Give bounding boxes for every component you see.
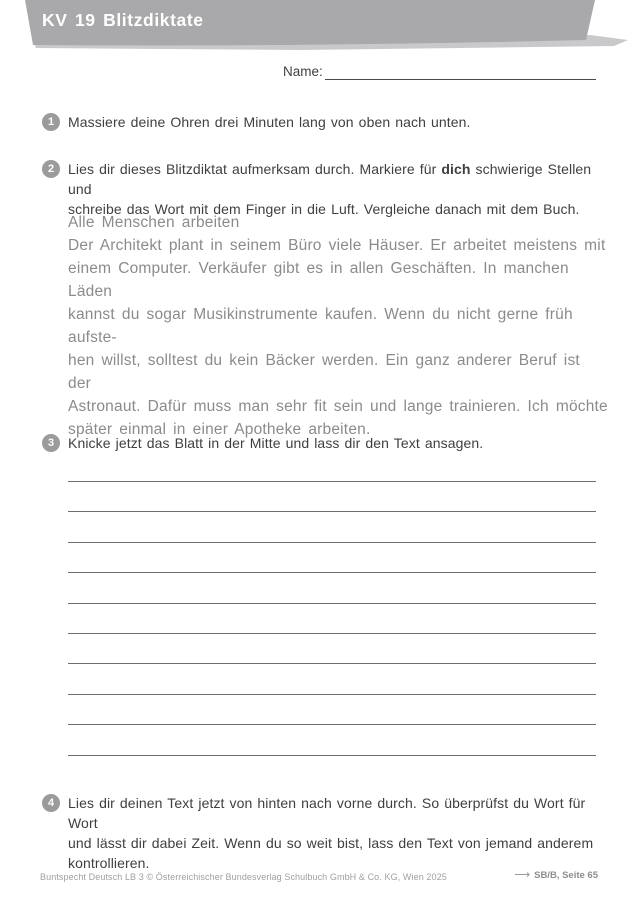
writing-line: [68, 724, 596, 725]
task-2-text-post: schwierige Stellen und: [68, 161, 592, 197]
writing-line: [68, 603, 596, 604]
task-4-line-2: und lässt dir dabei Zeit. Wenn du so weit bist, lass den Text von jemand anderem: [68, 835, 594, 851]
task-1: [42, 112, 598, 132]
header-banner: [0, 0, 640, 60]
task-3-text: Knicke jetzt das Blatt in der Mitte und lass dir den Text ansagen.: [68, 435, 484, 451]
task-2-line-1: [68, 159, 598, 199]
dictation-line: einem Computer. Verkäufer gibt es in allen Geschäften. In manchen Läden: [68, 260, 569, 300]
dictation-line: kannst du sogar Musikinstrumente kaufen. Wenn du nicht gerne früh aufste-: [68, 306, 573, 346]
dictation-line: Der Architekt plant in seinem Büro viele Häuser. Er arbeitet meistens mit: [68, 237, 606, 254]
footer-page-reference-label: SB/B, Seite 65: [534, 870, 598, 881]
writing-line: [68, 481, 596, 482]
name-label: Name:: [283, 64, 323, 79]
writing-line: [68, 633, 596, 634]
task-2-line-2: schreibe das Wort mit dem Finger in die Luft. Vergleiche danach mit dem Buch.: [68, 201, 580, 217]
task-2-number-badge: 2: [42, 160, 60, 178]
page-title: KV 19 Blitzdiktate: [42, 10, 204, 30]
dictation-line: später einmal in einer Apotheke arbeiten.: [68, 421, 371, 438]
task-2-text-bold: dich: [441, 161, 471, 177]
footer-copyright: Buntspecht Deutsch LB 3 © Österreichischer Bundesverlag Schulbuch GmbH & Co. KG, Wien 2025: [40, 872, 447, 882]
dictation-title: Alle Menschen arbeiten: [68, 214, 240, 231]
writing-line: [68, 755, 596, 756]
task-2: [42, 159, 598, 219]
writing-lines-area: [68, 481, 596, 756]
dictation-text: [68, 211, 608, 441]
dictation-line: Astronaut. Dafür muss man sehr fit sein und lange trainieren. Ich möchte: [68, 398, 608, 415]
task-4-line-3: kontrollieren.: [68, 855, 150, 871]
task-4: [42, 793, 598, 873]
footer-page-reference: [514, 870, 598, 881]
task-3-number-badge: 3: [42, 434, 60, 452]
dictation-line: hen willst, solltest du kein Bäcker werden. Ein ganz anderer Beruf ist der: [68, 352, 580, 392]
task-1-number-badge: 1: [42, 113, 60, 131]
writing-line: [68, 542, 596, 543]
writing-line: [68, 663, 596, 664]
task-1-text: Massiere deine Ohren drei Minuten lang von oben nach unten.: [68, 114, 471, 130]
task-4-line-1: Lies dir deinen Text jetzt von hinten nach vorne durch. So überprüfst du Wort für Wort: [68, 795, 586, 831]
writing-line: [68, 511, 596, 512]
task-3: [42, 433, 598, 453]
arrow-right-icon: ⟶: [514, 869, 531, 881]
task-2-text-pre: Lies dir dieses Blitzdiktat aufmerksam durch. Markiere für: [68, 161, 442, 177]
name-fill-line: [325, 64, 596, 80]
writing-line: [68, 694, 596, 695]
writing-line: [68, 572, 596, 573]
task-4-number-badge: 4: [42, 794, 60, 812]
